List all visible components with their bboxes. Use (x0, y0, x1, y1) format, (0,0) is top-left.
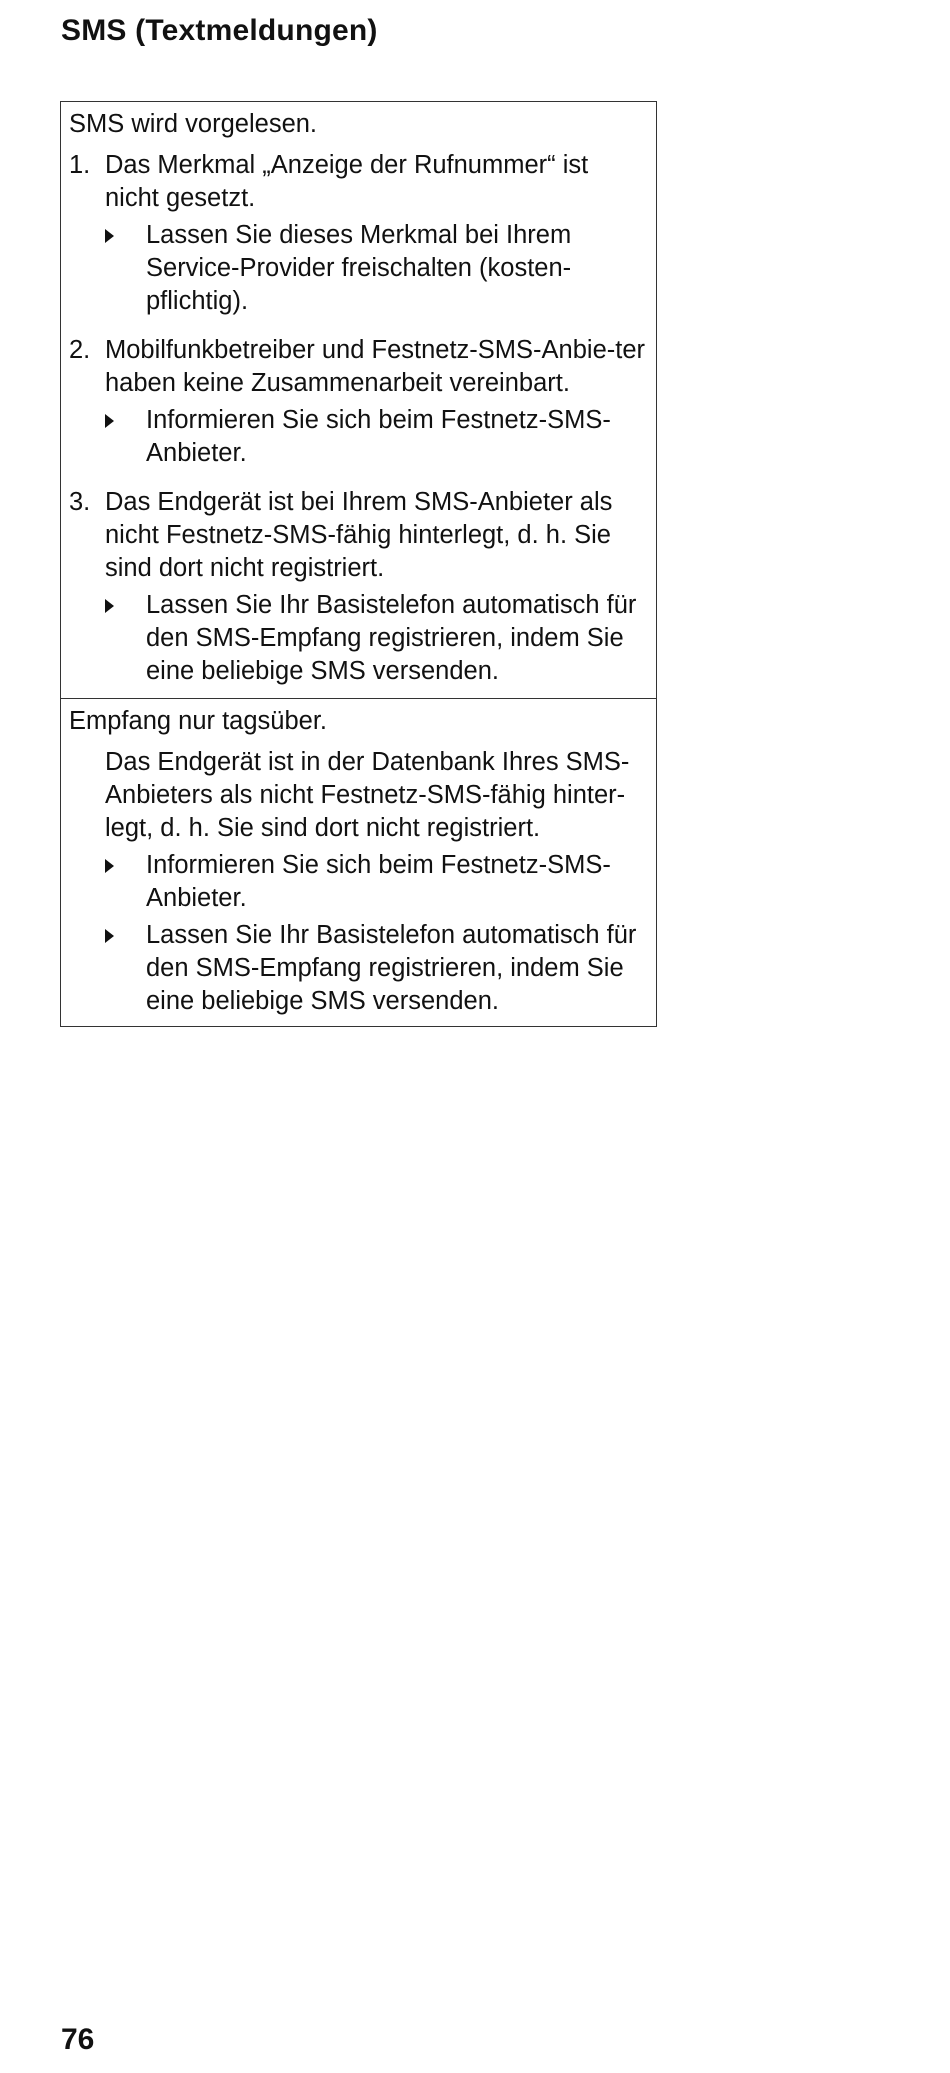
triangle-right-icon (105, 589, 146, 688)
bullet-text: Lassen Sie dieses Merkmal bei Ihrem Service-Provider freischalten (kosten-pflichtig). (146, 221, 572, 315)
section-heading: SMS wird vorgelesen. (69, 110, 318, 138)
troubleshooting-box (60, 101, 657, 1027)
section-reception-daytime-only (61, 698, 656, 1026)
bullet-text: Lassen Sie Ihr Basistelefon automatisch für den SMS-Empfang registrieren, indem Sie eine beliebige SMS versenden. (146, 591, 637, 685)
item-number: 3. (69, 488, 91, 516)
bullet-item (105, 404, 649, 470)
page-number: 76 (61, 2023, 95, 2056)
bullet-text: Informieren Sie sich beim Festnetz-SMS-Anbieter. (146, 851, 611, 912)
section-sms-read-aloud (61, 102, 656, 698)
bullet-item (105, 589, 649, 688)
triangle-right-icon (105, 919, 146, 1018)
section-paragraph: Das Endgerät ist in der Datenbank Ihres SMS-Anbieters als nicht Festnetz-SMS-fähig hinter-legt, d. h. Sie sind dort nicht registriert. (105, 748, 630, 842)
triangle-right-icon (105, 849, 146, 915)
item-text: Mobilfunkbetreiber und Festnetz-SMS-Anbie-ter haben keine Zusammenarbeit vereinbart. (105, 336, 645, 397)
numbered-item (68, 334, 649, 470)
triangle-right-icon (105, 404, 146, 470)
bullet-item (105, 919, 649, 1018)
bullet-item (105, 219, 649, 318)
bullet-item (105, 849, 649, 915)
bullet-text: Lassen Sie Ihr Basistelefon automatisch für den SMS-Empfang registrieren, indem Sie eine beliebige SMS versenden. (146, 921, 637, 1015)
item-number: 1. (69, 151, 91, 179)
triangle-right-icon (105, 219, 146, 318)
section-heading: Empfang nur tagsüber. (69, 707, 328, 735)
numbered-item (68, 486, 649, 688)
item-text: Das Endgerät ist bei Ihrem SMS-Anbieter als nicht Festnetz-SMS-fähig hinterlegt, d. h. Sie sind dort nicht registriert. (105, 488, 613, 582)
numbered-item (68, 149, 649, 318)
item-text: Das Merkmal „Anzeige der Rufnummer“ ist nicht gesetzt. (105, 151, 589, 212)
item-number: 2. (69, 336, 91, 364)
page-title: SMS (Textmeldungen) (61, 14, 378, 47)
bullet-text: Informieren Sie sich beim Festnetz-SMS-Anbieter. (146, 406, 611, 467)
